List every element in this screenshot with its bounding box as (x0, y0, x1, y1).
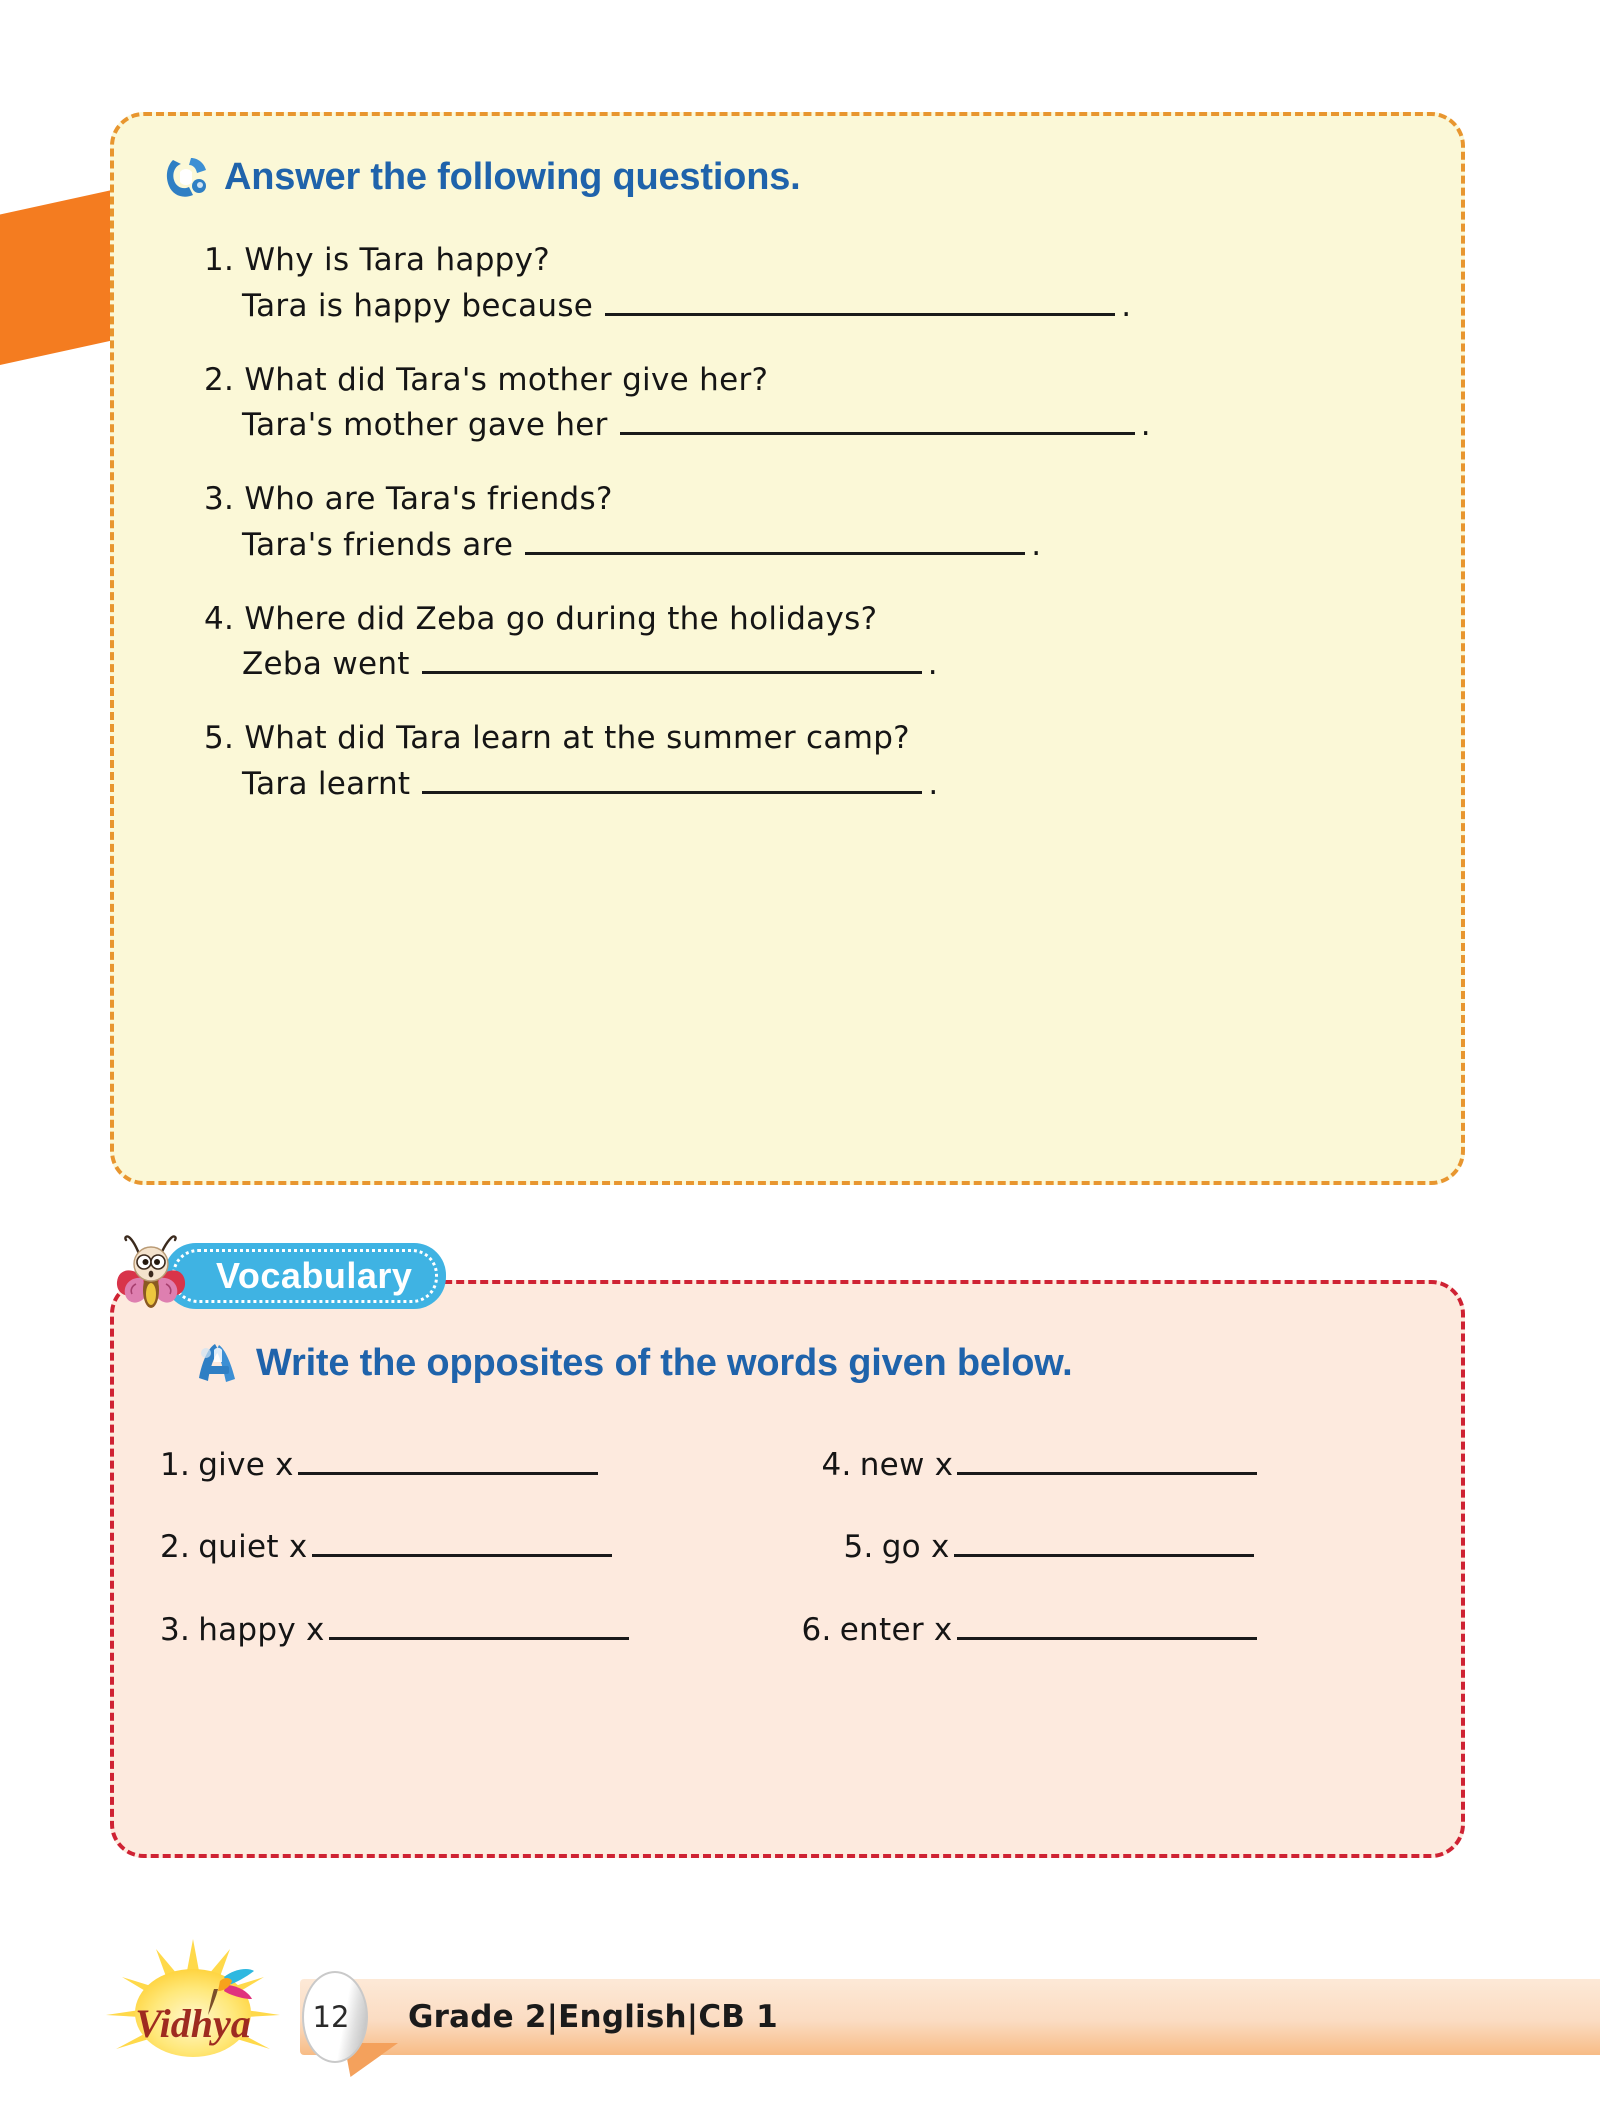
vocabulary-word: go (881, 1529, 921, 1566)
vocabulary-blank[interactable] (957, 1607, 1257, 1640)
answer-blank[interactable] (422, 761, 922, 794)
question-item (204, 720, 1411, 756)
question-number: 1. (204, 242, 235, 278)
letter-a-badge-icon (196, 1340, 242, 1386)
question-text: What did Tara's mother give her? (244, 361, 769, 398)
page-number: 12 (312, 2000, 350, 2034)
vocabulary-section-tab (112, 1228, 446, 1324)
answer-prefix: Tara's friends are (242, 526, 514, 563)
butterfly-icon (112, 1228, 190, 1324)
question-item (204, 242, 1411, 278)
vocabulary-number: 6. (801, 1611, 832, 1648)
vocabulary-item (160, 1607, 788, 1648)
vocabulary-word: enter (839, 1611, 924, 1648)
vocabulary-word-grid (160, 1442, 1415, 1648)
answer-blank[interactable] (525, 522, 1025, 555)
vocabulary-number: 4. (821, 1446, 852, 1483)
page-footer (0, 1915, 1600, 2125)
answer-prefix: Tara is happy because (242, 287, 594, 324)
footer-separator-1: | (546, 1999, 559, 2035)
vocabulary-separator: x (930, 1529, 950, 1566)
question-text: Why is Tara happy? (244, 242, 551, 278)
vocabulary-separator: x (288, 1529, 308, 1566)
question-text: What did Tara learn at the summer camp? (244, 720, 910, 757)
vocabulary-number: 5. (843, 1529, 874, 1566)
footer-separator-2: | (686, 1999, 699, 2035)
vocabulary-blank[interactable] (957, 1442, 1257, 1475)
answer-prefix: Zeba went (242, 646, 410, 683)
answer-blank[interactable] (605, 283, 1115, 316)
vocabulary-title: Write the opposites of the words given below. (256, 1341, 1073, 1384)
vocabulary-blank[interactable] (312, 1525, 612, 1558)
answer-line (242, 761, 1411, 802)
question-number: 3. (204, 481, 235, 518)
footer-grade: Grade 2 (408, 1999, 547, 2035)
vocabulary-heading (196, 1340, 1415, 1386)
answer-line (242, 642, 1411, 683)
vocabulary-word: quiet (198, 1529, 279, 1566)
answer-terminator: . (1121, 287, 1132, 324)
vocabulary-number: 1. (160, 1446, 191, 1483)
vocabulary-blank[interactable] (954, 1525, 1254, 1558)
vocabulary-tab-label: Vocabulary (216, 1255, 413, 1296)
question-number: 4. (204, 600, 235, 637)
answer-terminator: . (1031, 526, 1042, 563)
answer-line (242, 403, 1411, 444)
answer-terminator: . (927, 646, 938, 683)
question-item (204, 362, 1411, 398)
vocabulary-card (110, 1280, 1465, 1858)
question-number: 2. (204, 361, 235, 398)
vocabulary-number: 3. (160, 1611, 191, 1648)
vocabulary-item (788, 1607, 1416, 1648)
question-number: 5. (204, 720, 235, 757)
answer-line (242, 522, 1411, 563)
question-text: Who are Tara's friends? (244, 481, 613, 518)
page-number-badge (302, 1971, 368, 2063)
vocabulary-blank[interactable] (329, 1607, 629, 1640)
sunburst-hummingbird-logo-icon (98, 1933, 288, 2073)
answer-questions-card (110, 112, 1465, 1185)
footer-subject: English (558, 1999, 687, 2035)
vocabulary-separator: x (933, 1611, 953, 1648)
vocabulary-blank[interactable] (298, 1442, 598, 1475)
vocabulary-item (160, 1525, 788, 1566)
answer-prefix: Tara's mother gave her (242, 407, 608, 444)
vocabulary-item (160, 1442, 788, 1483)
vocabulary-tab-pill (164, 1243, 446, 1309)
question-item (204, 481, 1411, 517)
answer-line (242, 283, 1411, 324)
vocabulary-separator: x (934, 1446, 954, 1483)
answer-blank[interactable] (620, 403, 1135, 436)
vocabulary-item (788, 1442, 1416, 1483)
page-edge-ribbon-tab (0, 190, 112, 365)
answer-questions-heading (164, 154, 1411, 200)
vocabulary-item (788, 1525, 1416, 1566)
vocabulary-word: new (859, 1446, 925, 1483)
letter-c-badge-icon (164, 154, 210, 200)
questions-list (164, 242, 1411, 802)
answer-prefix: Tara learnt (242, 765, 411, 802)
question-item (204, 601, 1411, 637)
vocabulary-word: happy (198, 1611, 297, 1648)
footer-book: CB 1 (698, 1999, 778, 2035)
answer-questions-title: Answer the following questions. (224, 155, 801, 198)
answer-blank[interactable] (422, 642, 922, 675)
footer-info-bar (300, 1979, 1600, 2055)
vocabulary-number: 2. (160, 1529, 191, 1566)
vocabulary-word: give (198, 1446, 266, 1483)
vocabulary-separator: x (306, 1611, 325, 1648)
logo-wordmark: Vidhya (135, 2001, 251, 2046)
question-text: Where did Zeba go during the holidays? (244, 600, 878, 637)
answer-terminator: . (1140, 407, 1151, 444)
vocabulary-separator: x (275, 1446, 294, 1483)
answer-terminator: . (928, 765, 939, 802)
